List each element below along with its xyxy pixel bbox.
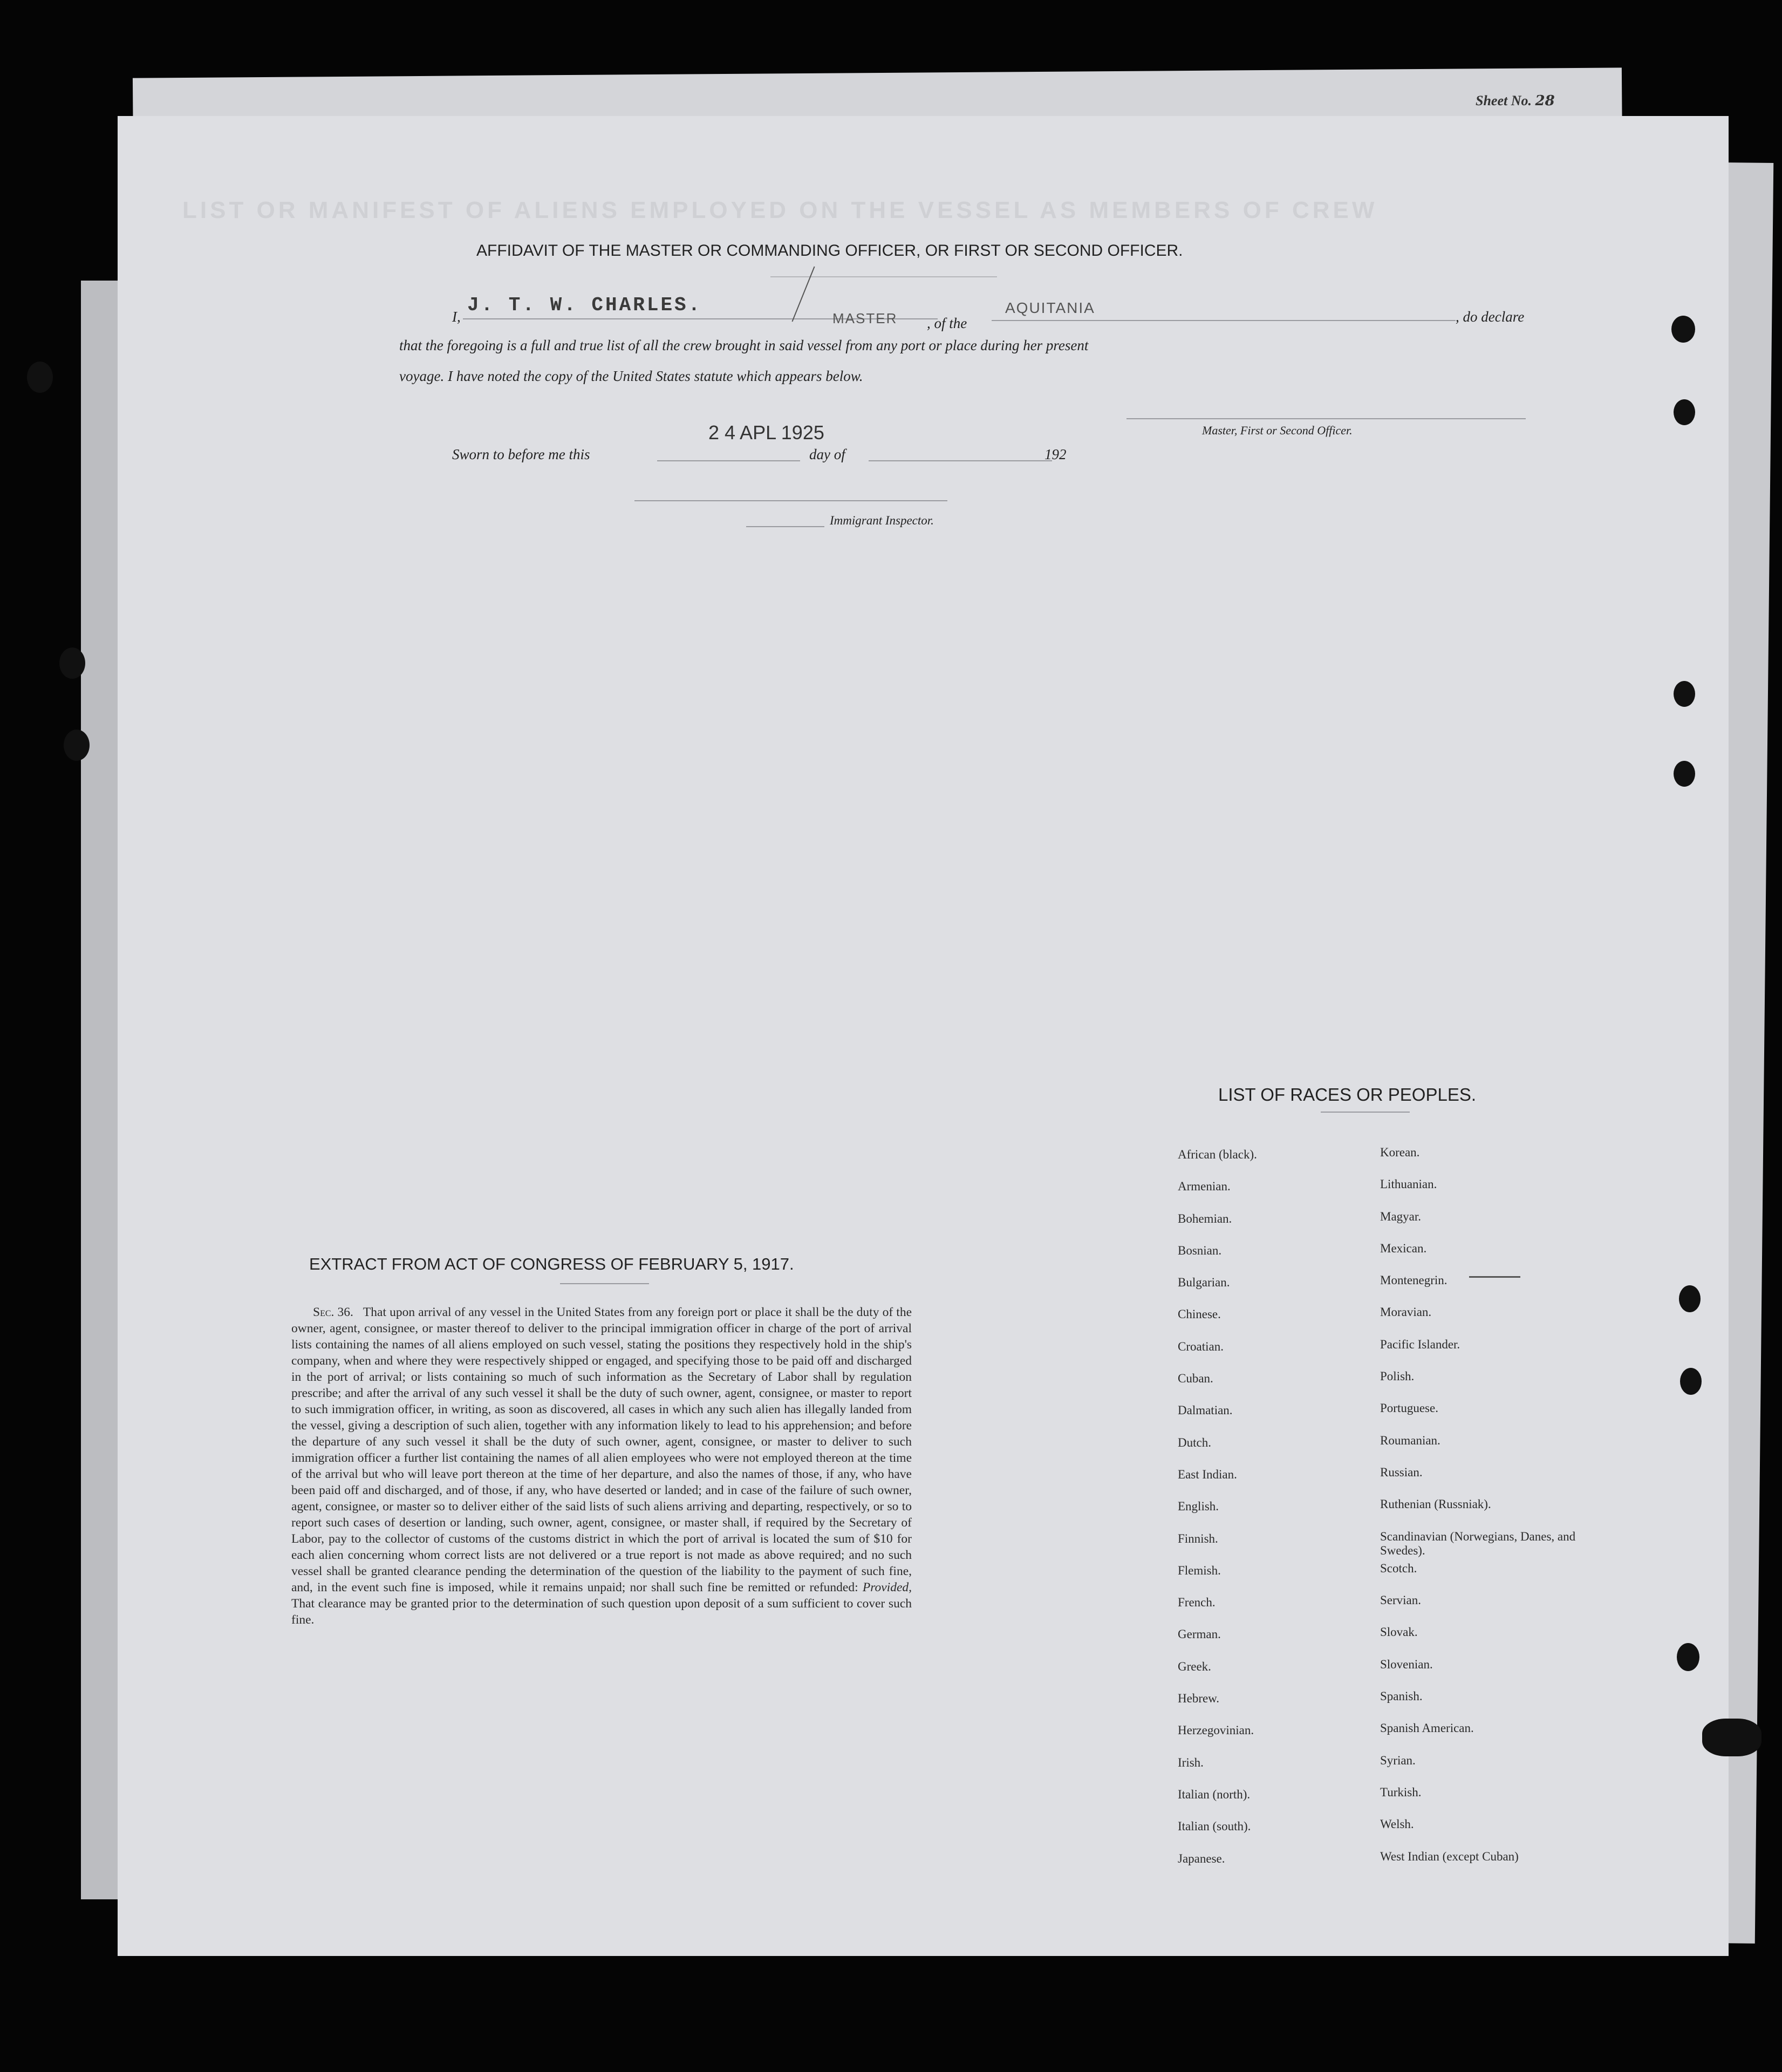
race-item: German. — [1178, 1627, 1221, 1641]
rank-stamp: MASTER — [832, 310, 898, 326]
race-item: Spanish. — [1380, 1689, 1423, 1703]
race-item: Ruthenian (Russniak). — [1380, 1497, 1491, 1511]
extract-rule — [560, 1283, 649, 1284]
race-item: Armenian. — [1178, 1180, 1231, 1194]
race-item: Italian (south). — [1178, 1819, 1251, 1834]
race-item: Japanese. — [1178, 1851, 1225, 1865]
inspector-short-line — [746, 526, 824, 527]
document-page — [118, 116, 1729, 1956]
race-item: Herzegovinian. — [1178, 1723, 1254, 1737]
sheet-number-value: 28 — [1535, 93, 1555, 109]
sheet-number — [1476, 93, 1555, 109]
inspector-line — [634, 500, 947, 501]
signature-caption: Master, First or Second Officer. — [1202, 424, 1353, 437]
race-item: African (black). — [1178, 1148, 1257, 1161]
race-item: Russian. — [1380, 1465, 1423, 1479]
race-item: Cuban. — [1178, 1372, 1213, 1386]
race-item: Finnish. — [1178, 1531, 1218, 1545]
race-item: Irish. — [1178, 1755, 1204, 1769]
extract-title: EXTRACT FROM ACT OF CONGRESS OF FEBRUARY 5, 1917. — [309, 1255, 794, 1273]
year-prefix: 192 — [1044, 446, 1067, 462]
race-item: Turkish. — [1380, 1785, 1422, 1799]
pen-mark — [1469, 1276, 1520, 1278]
right-binding-hole — [1674, 761, 1695, 787]
race-item: Spanish American. — [1380, 1721, 1474, 1735]
race-item: Mexican. — [1380, 1241, 1427, 1255]
day-line — [657, 460, 800, 461]
race-item: Italian (north). — [1178, 1787, 1251, 1801]
pen-stroke — [791, 267, 815, 322]
race-item: Montenegrin. — [1380, 1273, 1448, 1287]
declaration-line-3: voyage. I have noted the copy of the United States statute which appears below. — [399, 368, 863, 384]
race-item: Roumanian. — [1380, 1433, 1440, 1447]
race-item: Bulgarian. — [1178, 1276, 1230, 1290]
extract-body — [291, 1304, 912, 1628]
race-item: Bohemian. — [1178, 1211, 1232, 1225]
affidavit-title: AFFIDAVIT OF THE MASTER OR COMMANDING OFFICER, OR FIRST OR SECOND OFFICER. — [476, 242, 1183, 260]
race-item: Moravian. — [1380, 1305, 1432, 1319]
signature-line — [1126, 418, 1526, 419]
section-text: That upon arrival of any vessel in the United States from any foreign port or place it shall be the duty of the owner, agent, consignee, or master thereof to deliver to the principal immigration officer in charge of the port of arrival lists containing the names of all aliens employed on such vessel, stating the positions they respectively hold in the ship's company, when and where they were respectively shipped or engaged, and specifying those to be paid off and discharged in the port of arrival; or lists containing so much of such information as the Secretary of Labor shall by regulation prescribe; and after the arrival of any such vessel it shall be the duty of such owner, agent, consignee, or master to report to such immigration officer, in writing, as soon as discovered, all cases in which any such alien has illegally landed from the vessel, giving a description of such alien, together with any information likely to lead to his apprehension; and before the departure of any such vessel it shall be the duty of such owner, agent, consignee, or master to deliver to such immigration officer a further list containing the names of all alien employees who were not employed thereon at the time of the arrival but who will leave port thereon at the time of her departure, and also the names of those, if any, who have been paid off and discharged, and of those, if any, who have deserted or landed; and in case of the failure of such owner, agent, consignee, or master so to deliver either of the said lists of such aliens arriving and departing, respectively, or so to report such cases of desertion or landing, such owner, agent, consignee, or master shall, if required by the Secretary of Labor, pay to the collector of customs of the customs district in which the port of arrival is located the sum of $10 for each alien concerning whom correct lists are not delivered or a true report is not made as above required; and no such vessel shall be granted clearance pending the determination of the question of the liability to the payment of such fine, and, in the event such fine is imposed, while it remains unpaid; nor shall such fine be remitted or refunded: — [291, 1305, 912, 1594]
race-item: Chinese. — [1178, 1307, 1221, 1321]
vessel-name-stamp: AQUITANIA — [1005, 299, 1095, 316]
title-rule — [770, 276, 997, 277]
race-item: Scandinavian (Norwegians, Danes, and Swedes). — [1380, 1529, 1576, 1557]
race-item: Portuguese. — [1380, 1401, 1438, 1415]
sworn-date-stamp: 2 4 APL 1925 — [708, 421, 824, 444]
month-line — [869, 460, 1052, 461]
faded-header: LIST OR MANIFEST OF ALIENS EMPLOYED ON THE VESSEL AS MEMBERS OF CREW — [182, 197, 1378, 223]
master-name-stamp: J. T. W. CHARLES. — [467, 294, 702, 316]
race-item: Servian. — [1380, 1593, 1422, 1607]
race-item: Greek. — [1178, 1659, 1211, 1673]
right-binding-hole — [1679, 1285, 1701, 1312]
right-binding-hole — [1677, 1643, 1699, 1671]
right-binding-hole — [1674, 399, 1695, 425]
right-binding-hole — [1674, 681, 1695, 707]
race-item: Dutch. — [1178, 1435, 1211, 1449]
race-item: Lithuanian. — [1380, 1177, 1437, 1191]
sheet-number-label: Sheet No. — [1476, 93, 1532, 108]
right-binding-hole — [1671, 316, 1695, 343]
race-item: Polish. — [1380, 1369, 1415, 1383]
section-label: Sec. 36. — [313, 1305, 353, 1319]
left-binding-hole — [59, 648, 85, 679]
race-item: Flemish. — [1178, 1563, 1221, 1577]
races-title: LIST OF RACES OR PEOPLES. — [1218, 1085, 1477, 1105]
torn-edge — [1702, 1719, 1761, 1756]
inspector-caption: Immigrant Inspector. — [830, 514, 934, 527]
races-rule — [1321, 1112, 1410, 1113]
race-item: Syrian. — [1380, 1753, 1416, 1767]
do-declare-label: , do declare — [1456, 309, 1525, 325]
race-item: Magyar. — [1380, 1209, 1422, 1223]
races-left-column — [1178, 1148, 1350, 1884]
race-item: Pacific Islander. — [1380, 1337, 1460, 1351]
i-label: I, — [452, 309, 461, 325]
race-item: Scotch. — [1380, 1561, 1417, 1575]
race-item: West Indian (except Cuban) — [1380, 1849, 1519, 1863]
sworn-label: Sworn to before me this — [452, 446, 590, 462]
left-binding-hole — [27, 362, 53, 393]
race-item: Croatian. — [1178, 1339, 1224, 1353]
race-item: Slovak. — [1380, 1625, 1418, 1639]
provided-word: Provided, — [862, 1580, 912, 1594]
race-item: English. — [1178, 1500, 1219, 1514]
provided-text: That clearance may be granted prior to the determination of such question upon deposit of a sum sufficient to cover such fine. — [291, 1597, 912, 1627]
race-item: Slovenian. — [1380, 1657, 1433, 1671]
race-item: East Indian. — [1178, 1467, 1237, 1481]
race-item: French. — [1178, 1596, 1216, 1610]
race-item: Dalmatian. — [1178, 1403, 1233, 1417]
race-item: Hebrew. — [1178, 1692, 1220, 1706]
race-item: Welsh. — [1380, 1817, 1414, 1831]
vessel-line — [992, 320, 1456, 321]
of-the-label: , of the — [927, 315, 967, 331]
race-item: Korean. — [1380, 1146, 1420, 1159]
races-right-column — [1380, 1146, 1612, 1882]
declaration-line-2: that the foregoing is a full and true list of all the crew brought in said vessel from any port or place during her present — [399, 337, 1089, 353]
day-of-label: day of — [809, 446, 845, 462]
left-binding-hole — [64, 730, 90, 761]
race-item: Bosnian. — [1178, 1243, 1222, 1257]
right-binding-hole — [1680, 1368, 1702, 1395]
